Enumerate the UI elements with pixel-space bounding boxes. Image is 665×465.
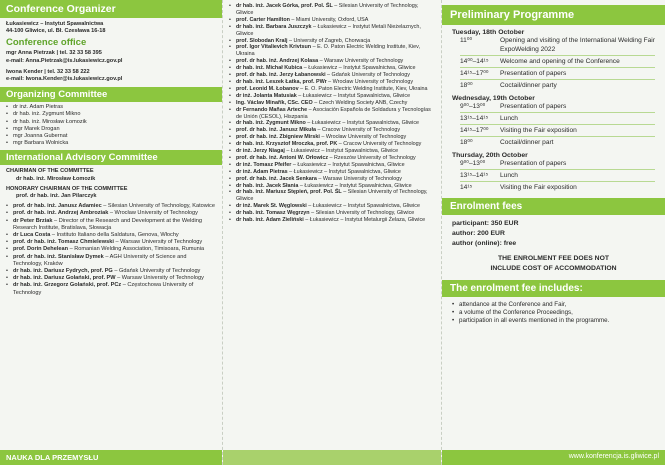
- list-item: • dr Luca Costa – Instituto Italiano della Saldatura, Genova, Włochy: [6, 232, 179, 239]
- list-item: • prof. dr hab. inż. Janusz Adamiec – Silesian University of Technology, Katowice: [6, 203, 215, 210]
- programme-row: 9⁰⁰–13⁰⁰ Presentation of papers: [460, 160, 567, 167]
- list-item: • prof. Slobodan Kralj – University of Zagreb, Chorwacja: [229, 37, 371, 44]
- advisory-list-2: [223, 0, 441, 224]
- middle-footer-bar: [223, 450, 441, 465]
- organizing-list: [0, 104, 222, 147]
- office-person-2: Iwona Kender | tel. 32 33 58 222: [6, 68, 90, 75]
- list-item: • dr hab. inż. Barbara Juszczyk – Łukasiewicz – Instytut Metali Nieżelaznych, Gliwice: [229, 23, 421, 37]
- organizing-heading: Organizing Committee: [0, 87, 222, 102]
- right-panel: [442, 0, 665, 465]
- advisory-list-1: [0, 203, 222, 297]
- list-item: • mgr Joanna Gubernat: [6, 133, 68, 140]
- list-item: • dr inż. Jerzy Niagaj – Łukasiewicz – Instytut Spawalnictwa, Gliwice: [229, 148, 399, 155]
- programme-row: 11⁰⁰ Opening and visiting of the International Welding Fair ExpoWelding 2022: [460, 37, 655, 53]
- list-item: • dr hab. inż. Dariusz Golański, prof. PW – Warsaw University of Technology: [6, 275, 204, 282]
- day-title: Wednesday, 19th October: [452, 95, 535, 102]
- footer-slogan: NAUKA DLA PRZEMYSŁU: [0, 450, 222, 465]
- list-item: • dr inż. Adam Pietras: [6, 104, 64, 111]
- list-item: • dr Peter Brziak – Director of the Research and Development at the Welding Research Institute, Bratislava, Słowacja: [6, 217, 202, 231]
- programme-row: 13¹⁵–14¹⁵ Lunch: [460, 115, 518, 122]
- list-item: • dr hab. inż. Jacek Słania – Łukasiewicz – Instytut Spawalnictwa, Gliwice: [229, 182, 412, 189]
- programme-row: 14¹⁵ Visiting the Fair exposition: [460, 184, 577, 191]
- list-item: • dr hab. inż. Adam Zieliński – Łukasiewicz – Instytut Metalurgii Żelaza, Gliwice: [229, 217, 426, 224]
- list-item: • dr hab. inż. Michał Kubica – Łukasiewicz – Instytut Spawalnictwa, Gliwice: [229, 65, 416, 72]
- list-item: • dr hab. inż. Grzegorz Golański, prof. PCz – Częstochowa University of Technology: [6, 282, 194, 296]
- fees-heading: Enrolment fees: [442, 198, 665, 215]
- list-item: • dr hab. inż. Zygmunt Mikno – Łukasiewicz – Instytut Spawalnictwa, Gliwice: [229, 120, 420, 127]
- office-heading: Conference office: [6, 37, 87, 49]
- left-panel: [0, 0, 223, 465]
- list-item: • a volume of the Conference Proceedings,: [452, 309, 573, 317]
- programme-row: 14¹⁵–17⁰⁰ Visiting the Fair exposition: [460, 127, 577, 134]
- honorary-label: HONORARY CHAIRMAN OF THE COMMITTEE: [6, 185, 128, 192]
- list-item: • dr inż. Marek St. Węglowski – Łukasiewicz – Instytut Spawalnictwa, Gliwice: [229, 203, 420, 210]
- list-item: • participation in all events mentioned in the programme.: [452, 317, 610, 325]
- list-item: • prof. dr hab. inż. Zbigniew Mirski – Wrocław University of Technology: [229, 134, 407, 141]
- chairman-label: CHAIRMAN OF THE COMMITTEE: [6, 168, 94, 175]
- programme-row: 18⁰⁰ Coctail/dinner party: [460, 82, 557, 89]
- fee-note-2: INCLUDE COST OF ACCOMMODATION: [490, 265, 617, 272]
- programme-row: 14¹⁵–17⁰⁰ Presentation of papers: [460, 70, 567, 77]
- list-item: • prof. Igor Vitalievich Krivtsun – E. O. Paton Electric Welding Institute, Kiev, Ukraina: [229, 44, 420, 58]
- honorary-name: prof. dr hab. inż. Jan Pilarczyk: [16, 193, 97, 200]
- fee-author-online: author (online): free: [452, 240, 517, 247]
- day-title: Tuesday, 18th October: [452, 29, 525, 36]
- list-item: • dr inż. Adam Pietras – Łukasiewicz – Instytut Spawalnictwa, Gliwice: [229, 168, 401, 175]
- includes-list: [442, 297, 665, 330]
- list-item: • mgr Barbara Wolnicka: [6, 140, 69, 147]
- list-item: • prof. Leonid M. Łobanov – E. O. Paton Electric Welding Institute, Kiev, Ukraina: [229, 85, 428, 92]
- list-item: • Ing. Václav Minařík, CSc. CEO – Czech Welding Society ANB, Czechy: [229, 99, 408, 106]
- list-item: • dr hab. inż. Leszek Łatka, prof. PWr – Wrocław University of Technology: [229, 78, 414, 85]
- organizer-line-1: Łukasiewicz – Instytut Spawalnictwa: [6, 21, 104, 27]
- list-item: • mgr Marek Drogan: [6, 125, 60, 132]
- list-item: • prof. dr hab. inż. Janusz Mikuła – Cracow University of Technology: [229, 127, 401, 134]
- office-person-1: mgr Anna Pietrzak | tel. 32 33 58 395: [6, 50, 102, 57]
- list-item: • prof. dr hab. inż. Jerzy Łabanowski – Gdańsk University of Technology: [229, 72, 410, 79]
- fee-note-1: THE ENROLMENT FEE DOES NOT: [497, 255, 610, 262]
- list-item: • dr hab. inż. Krzysztof Mroczka, prof. PK – Cracow University of Technology: [229, 141, 422, 148]
- list-item: • dr inż. Jolanta Matusiak – Łukasiewicz – Instytut Spawalnictwa, Gliwice: [229, 92, 411, 99]
- organizer-heading: Conference Organizer: [0, 0, 222, 18]
- programme-heading: Preliminary Programme: [442, 5, 665, 25]
- list-item: • dr hab. inż. Jacek Górka, prof. Pol. ŚL – Silesian University of Technology, Gliwice: [229, 3, 419, 16]
- list-item: • prof. dr hab. inż. Antoni W. Orłowicz – Rzeszów University of Technology: [229, 154, 416, 161]
- office-email-1: e-mail: Anna.Pietrzak@is.lukasiewicz.gov.pl: [6, 57, 123, 64]
- programme-row: 9⁰⁰–13⁰⁰ Presentation of papers: [460, 103, 567, 110]
- footer-website: www.konferencja.is.gliwice.pl: [442, 450, 665, 465]
- includes-heading: The enrolment fee includes:: [442, 280, 665, 297]
- list-item: • dr hab. inż. Tomasz Węgrzyn – Silesian University of Technology, Gliwice: [229, 210, 415, 217]
- office-email-2: e-mail: Iwona.Kender@is.lukasiewicz.gov.pl: [6, 76, 123, 83]
- list-item: • dr hab. inż. Dariusz Fydrych, prof. PG – Gdańsk University of Technology: [6, 268, 201, 275]
- list-item: • dr Fernando Mañas Arteche – Asociación Española de Soldadura y Tecnologías de Unión (CESOL), Hiszpania: [229, 106, 431, 120]
- programme-row: 14⁰⁰–14¹⁵ Welcome and opening of the Conference: [460, 58, 620, 65]
- list-item: • prof. dr hab. inż. Tomasz Chmielewski – Warsaw University of Technology: [6, 239, 203, 246]
- programme-row: 13¹⁵–14¹⁵ Lunch: [460, 172, 518, 179]
- list-item: • dr inż. Tomasz Pfeifer – Łukasiewicz – Instytut Spawalnictwa, Gliwice: [229, 161, 405, 168]
- list-item: • prof. Dorin Dehelean – Romanian Welding Association, Timisoara, Rumunia: [6, 246, 205, 253]
- list-item: • dr hab. inż. Zygmunt Mikno: [6, 111, 81, 118]
- list-item: • prof. dr hab. inż. Andrzej Ambroziak – Wrocław University of Technology: [6, 210, 198, 217]
- list-item: • prof. dr hab. inż. Stanisław Dymek – AGH University of Science and Technology, Kraków: [6, 253, 187, 267]
- fee-author: author: 200 EUR: [452, 230, 505, 237]
- advisory-heading: International Advisory Committee: [0, 150, 222, 165]
- list-item: • dr hab. inż. Mariusz Stępień, prof. Pol. ŚL – Silesian University of Technology, Gliwice: [229, 189, 428, 203]
- organizer-line-2: 44-100 Gliwice, ul. Bł. Czesława 16-18: [6, 28, 106, 35]
- middle-panel: [223, 0, 442, 465]
- fee-participant: participant: 350 EUR: [452, 220, 519, 227]
- list-item: • attendance at the Conference and Fair,: [452, 301, 567, 308]
- list-item: • prof. dr hab. inż. Andrzej Kolasa – Warsaw University of Technology: [229, 58, 404, 65]
- list-item: • prof. Carter Hamilton – Miami University, Oxford, USA: [229, 16, 369, 23]
- day-title: Thursday, 20th October: [452, 152, 528, 159]
- chairman-name: dr hab. inż. Mirosław Łomozik: [16, 175, 96, 182]
- list-item: • prof. dr hab. inż. Jacek Senkara – Warsaw University of Technology: [229, 175, 402, 182]
- programme-row: 18⁰⁰ Coctail/dinner part: [460, 139, 554, 146]
- list-item: • dr hab. inż. Mirosław Łomozik: [6, 118, 87, 125]
